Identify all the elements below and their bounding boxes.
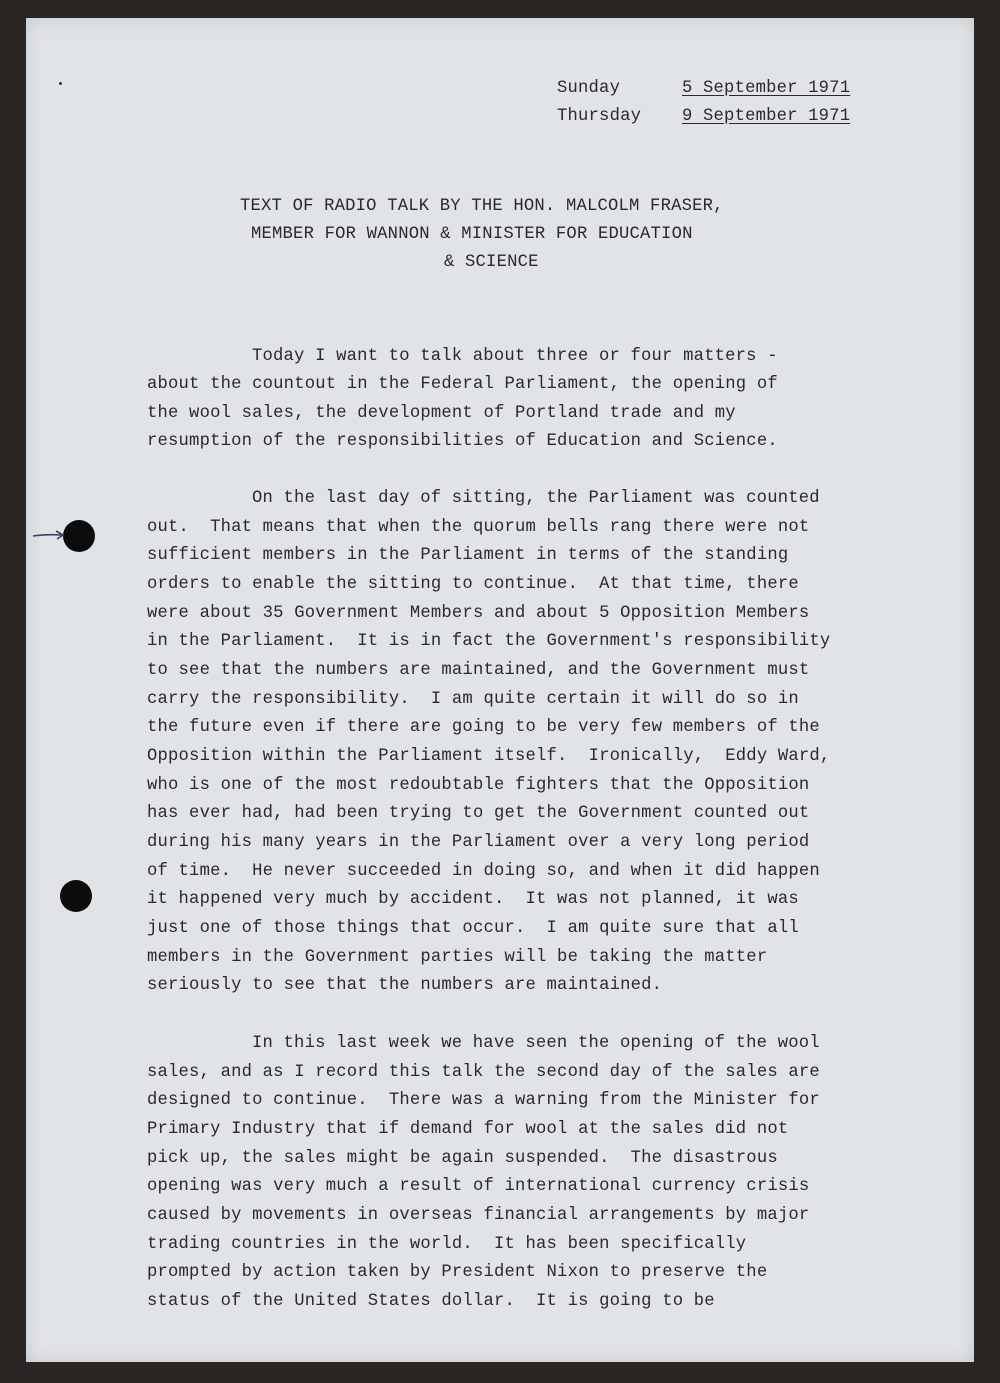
paragraph-line: the future even if there are going to be very few members of the	[147, 718, 820, 737]
paragraph-line: On the last day of sitting, the Parliament was counted	[252, 489, 820, 508]
date-line-thursday	[557, 107, 877, 129]
paragraph-line: In this last week we have seen the opening of the wool	[252, 1034, 820, 1053]
paragraph-line: in the Parliament. It is in fact the Government's responsibility	[147, 632, 831, 651]
title-line: & SCIENCE	[444, 253, 539, 272]
paragraph-line: out. That means that when the quorum bells rang there were not	[147, 518, 810, 537]
document-page	[26, 18, 974, 1362]
paragraph-line: seriously to see that the numbers are maintained.	[147, 976, 663, 995]
paragraph-line: the wool sales, the development of Portland trade and my	[147, 404, 736, 423]
paragraph-line: opening was very much a result of international currency crisis	[147, 1177, 810, 1196]
paper-speck	[59, 82, 62, 85]
paragraph-line: has ever had, had been trying to get the Government counted out	[147, 804, 810, 823]
paragraph-line: sales, and as I record this talk the second day of the sales are	[147, 1063, 820, 1082]
paragraph-line: caused by movements in overseas financial arrangements by major	[147, 1206, 810, 1225]
paragraph-line: of time. He never succeeded in doing so, and when it did happen	[147, 862, 820, 881]
paragraph-line: pick up, the sales might be again suspended. The disastrous	[147, 1149, 778, 1168]
date-line-sunday	[557, 79, 877, 101]
date-day: Thursday	[557, 107, 642, 126]
punch-hole	[60, 880, 92, 912]
paragraph-line: it happened very much by accident. It was not planned, it was	[147, 890, 799, 909]
paragraph-line: just one of those things that occur. I am quite sure that all	[147, 919, 799, 938]
date-value: 5 September 1971	[682, 79, 851, 98]
paragraph-line: to see that the numbers are maintained, and the Government must	[147, 661, 810, 680]
paragraph-line: were about 35 Government Members and about 5 Opposition Members	[147, 604, 810, 623]
title-line: MEMBER FOR WANNON & MINISTER FOR EDUCATION	[251, 225, 693, 244]
paragraph-line: sufficient members in the Parliament in terms of the standing	[147, 546, 789, 565]
paragraph-line: prompted by action taken by President Nixon to preserve the	[147, 1263, 768, 1282]
paragraph-line: carry the responsibility. I am quite certain it will do so in	[147, 690, 799, 709]
paragraph-line: about the countout in the Federal Parliament, the opening of	[147, 375, 778, 394]
paragraph-line: who is one of the most redoubtable fighters that the Opposition	[147, 776, 810, 795]
paragraph-line: orders to enable the sitting to continue. At that time, there	[147, 575, 799, 594]
paragraph-line: Opposition within the Parliament itself. Ironically, Eddy Ward,	[147, 747, 831, 766]
paragraph-line: status of the United States dollar. It is going to be	[147, 1292, 715, 1311]
paragraph-line: Primary Industry that if demand for wool at the sales did not	[147, 1120, 789, 1139]
paragraph-line: resumption of the responsibilities of Education and Science.	[147, 432, 778, 451]
paragraph-line: Today I want to talk about three or four matters -	[252, 347, 778, 366]
paragraph-line: members in the Government parties will be taking the matter	[147, 948, 768, 967]
title-line: TEXT OF RADIO TALK BY THE HON. MALCOLM FRASER,	[240, 197, 724, 216]
arrow-mark-icon	[32, 529, 74, 541]
paragraph-line: during his many years in the Parliament over a very long period	[147, 833, 810, 852]
date-value: 9 September 1971	[682, 107, 851, 126]
paragraph-line: designed to continue. There was a warning from the Minister for	[147, 1091, 820, 1110]
date-day: Sunday	[557, 79, 621, 98]
paragraph-line: trading countries in the world. It has been specifically	[147, 1235, 747, 1254]
